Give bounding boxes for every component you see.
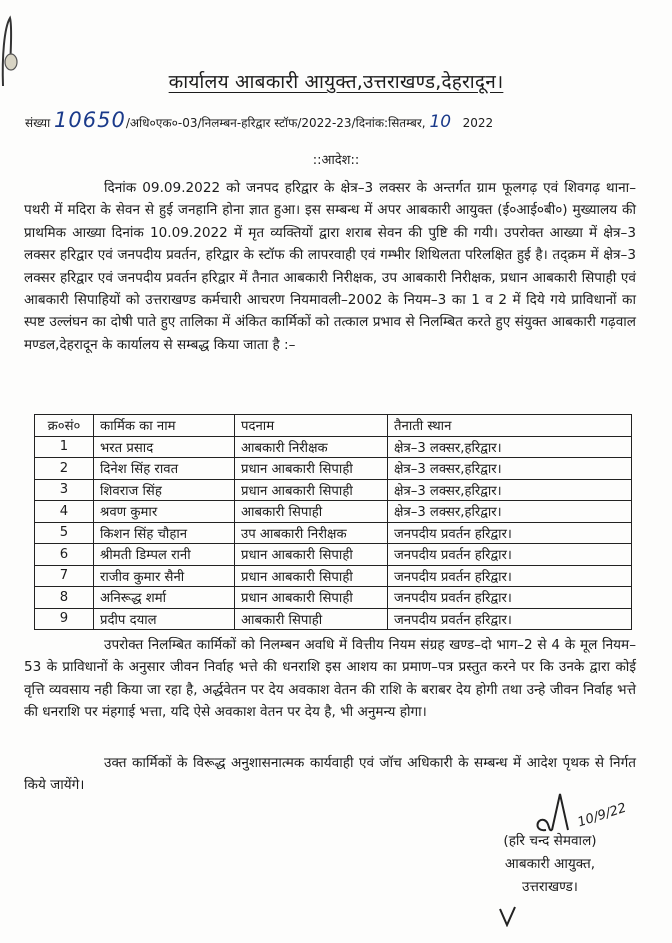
cell-designation: आबकारी निरीक्षक xyxy=(235,436,388,458)
header-serial: क्र०सं० xyxy=(35,415,94,437)
table-row xyxy=(35,544,632,566)
cell-designation: प्रधान आबकारी सिपाही xyxy=(235,565,388,587)
signatory-block xyxy=(470,830,630,899)
signatory-designation: आबकारी आयुक्त, xyxy=(504,856,596,872)
cell-posting: क्षेत्र–3 लक्सर,हरिद्वार। xyxy=(388,436,632,458)
reference-line xyxy=(25,108,625,132)
handwritten-reference-number: 10650 xyxy=(54,108,126,132)
reference-year: 2022 xyxy=(462,116,494,130)
cell-designation: प्रधान आबकारी सिपाही xyxy=(235,458,388,480)
office-title: कार्यालय आबकारी आयुक्त,उत्तराखण्ड,देहरादून। xyxy=(168,71,504,93)
cell-designation: प्रधान आबकारी सिपाही xyxy=(235,587,388,609)
cell-name: प्रदीप दयाल xyxy=(94,608,235,630)
cell-name: भरत प्रसाद xyxy=(94,436,235,458)
cell-name: अनिरूद्ध शर्मा xyxy=(94,587,235,609)
cell-designation: प्रधान आबकारी सिपाही xyxy=(235,544,388,566)
header-posting: तैनाती स्थान xyxy=(388,415,632,437)
table-row xyxy=(35,608,632,630)
cell-serial: 2 xyxy=(35,458,94,480)
checkmark-icon xyxy=(498,905,518,927)
suspended-staff-table xyxy=(34,414,632,630)
cell-posting: जनपदीय प्रवर्तन हरिद्वार। xyxy=(388,565,632,587)
table-row xyxy=(35,458,632,480)
handwritten-day: 10 xyxy=(429,112,452,132)
cell-serial: 5 xyxy=(35,522,94,544)
cell-posting: जनपदीय प्रवर्तन हरिद्वार। xyxy=(388,608,632,630)
cell-serial: 1 xyxy=(35,436,94,458)
header-name: कार्मिक का नाम xyxy=(94,415,235,437)
table-row xyxy=(35,587,632,609)
cell-posting: क्षेत्र–3 लक्सर,हरिद्वार। xyxy=(388,501,632,523)
table-row xyxy=(35,501,632,523)
signatory-name: (हरि चन्द सेमवाल) xyxy=(503,833,597,849)
cell-designation: आबकारी सिपाही xyxy=(235,608,388,630)
cell-name: राजीव कुमार सैनी xyxy=(94,565,235,587)
cell-designation: प्रधान आबकारी सिपाही xyxy=(235,479,388,501)
cell-serial: 8 xyxy=(35,587,94,609)
cell-posting: क्षेत्र–3 लक्सर,हरिद्वार। xyxy=(388,458,632,480)
cell-name: शिवराज सिंह xyxy=(94,479,235,501)
cell-serial: 7 xyxy=(35,565,94,587)
table-row xyxy=(35,479,632,501)
reference-label: संख्या xyxy=(25,116,51,130)
cell-designation: उप आबकारी निरीक्षक xyxy=(235,522,388,544)
reference-path: /अधि०एक०-03/निलम्बन-हरिद्वार स्टॉफ/2022-23/दिनांक:सितम्बर, xyxy=(125,116,426,130)
cell-posting: जनपदीय प्रवर्तन हरिद्वार। xyxy=(388,522,632,544)
table-row xyxy=(35,522,632,544)
cell-serial: 3 xyxy=(35,479,94,501)
paragraph-allowance: उपरोक्त निलम्बित कार्मिकों को निलम्बन अवधि में वित्तीय नियम संग्रह खण्ड–दो भाग–2 से 4 के मूल नियम–53 के प्राविधानों के अनुसार जीवन निर्वाह भत्ते की धनराशि इस आशय का प्रमाण–पत्र प्रस्तुत करने पर कि उनके द्वारा कोई वृत्ति व्यवसाय नही किया जा रहा है, अर्द्धवेतन पर देय अवकाश वेतन की राशि के बराबर देय होगी तथा उन्हे जीवन निर्वाह भत्ते की धनराशि पर मंहगाई भत्ता, यदि ऐसे अवकाश वेतन पर देय है, भी अनुमन्य होगा। xyxy=(24,637,636,721)
signatory-state: उत्तराखण्ड। xyxy=(522,879,578,895)
cell-designation: आबकारी सिपाही xyxy=(235,501,388,523)
cell-name: दिनेश सिंह रावत xyxy=(94,458,235,480)
handwritten-signature-date: 10/9/22 xyxy=(575,800,629,831)
paragraph-main: दिनांक 09.09.2022 को जनपद हरिद्वार के क्षेत्र–3 लक्सर के अन्तर्गत ग्राम फूलगढ़ एवं शिवगढ़ थाना–पथरी में मदिरा के सेवन से हुई जनहानि होना ज्ञात हुआ। इस सम्बन्ध में अपर आबकारी आयुक्त (ई०आई०बी०) मुख्यालय की प्राथमिक आख्या दिनांक 10.09.2022 में मृत व्यक्तियों द्वारा शराब सेवन की पुष्टि की गयी। उपरोक्त आख्या में क्षेत्र–3 लक्सर हरिद्वार एवं जनपदीय प्रवर्तन, हरिद्वार के स्टॉफ की लापरवाही एवं गम्भीर शिथिलता परिलक्षित हुई है। तद्क्रम में क्षेत्र–3 लक्सर हरिद्वार एवं जनपदीय प्रवर्तन हरिद्वार में तैनात आबकारी निरीक्षक, उप आबकारी निरीक्षक, प्रधान आबकारी सिपाही एवं आबकारी सिपाहियों को उत्तराखण्ड कर्मचारी आचरण नियमावली–2002 के नियम–3 का 1 व 2 में दिये गये प्राविधानों का स्पष्ट उल्लंघन का दोषी पाते हुए तालिका में अंकित कार्मिकों को तत्काल प्रभाव से निलम्बित करते हुए संयुक्त आबकारी गढ़वाल मण्डल,देहरादून के कार्यालय से सम्बद्ध किया जाता है :– xyxy=(24,180,636,353)
paragraph-disciplinary: उक्त कार्मिकों के विरूद्ध अनुशासनात्मक कार्यवाही एवं जॉच अधिकारी के सम्बन्ध में आदेश पृथक से निर्गत किये जायेंगे। xyxy=(24,755,636,794)
cell-serial: 4 xyxy=(35,501,94,523)
cell-serial: 9 xyxy=(35,608,94,630)
cell-serial: 6 xyxy=(35,544,94,566)
table-row xyxy=(35,436,632,458)
cell-name: श्रीमती डिम्पल रानी xyxy=(94,544,235,566)
table-header-row xyxy=(35,415,632,437)
header-designation: पदनाम xyxy=(235,415,388,437)
table-row xyxy=(35,565,632,587)
cell-posting: क्षेत्र–3 लक्सर,हरिद्वार। xyxy=(388,479,632,501)
cell-posting: जनपदीय प्रवर्तन हरिद्वार। xyxy=(388,544,632,566)
order-heading: ::आदेश:: xyxy=(312,153,360,168)
cell-name: किशन सिंह चौहान xyxy=(94,522,235,544)
cell-name: श्रवण कुमार xyxy=(94,501,235,523)
cell-posting: जनपदीय प्रवर्तन हरिद्वार। xyxy=(388,587,632,609)
